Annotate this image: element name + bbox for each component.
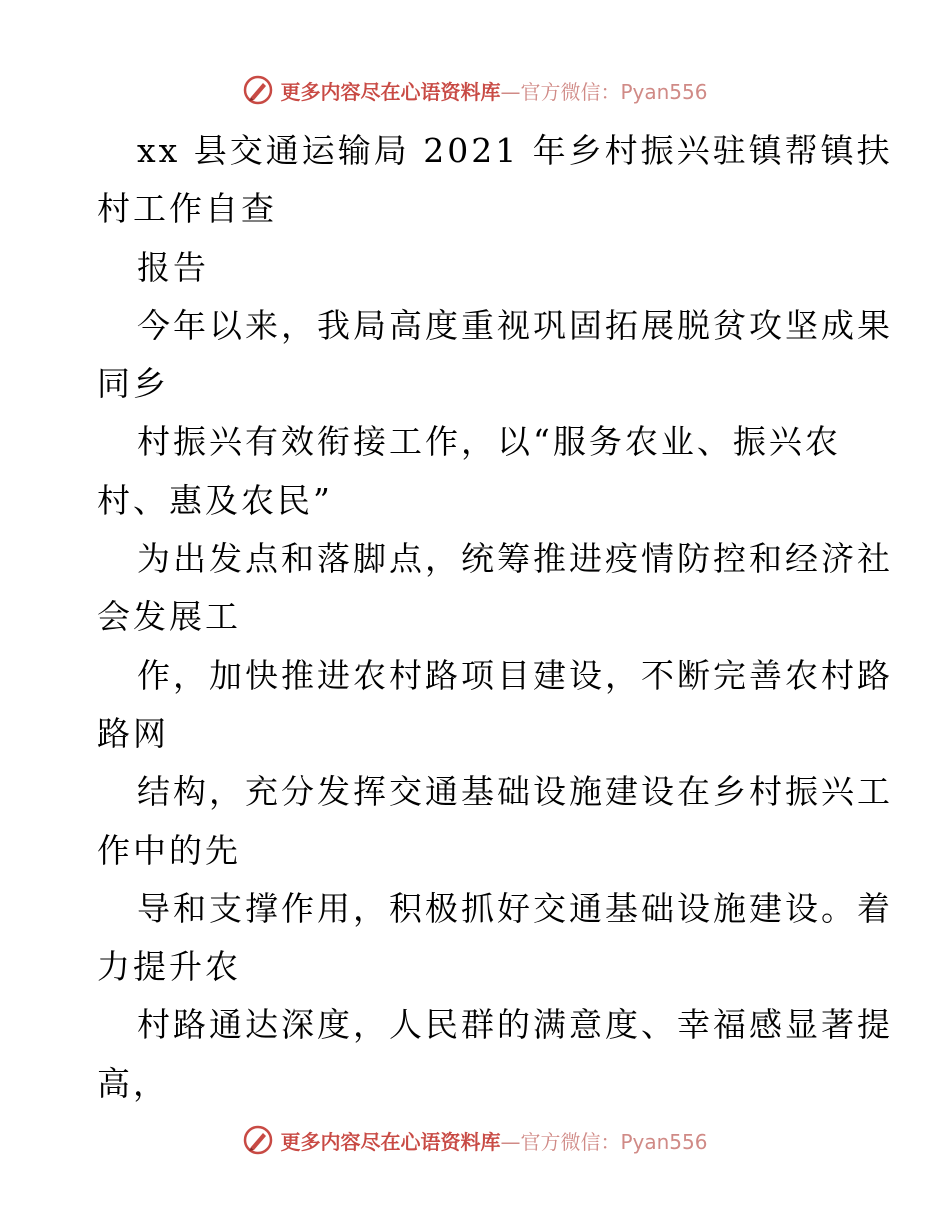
text-line: 为出发点和落脚点，统筹推进疫情防控和经济社 bbox=[137, 539, 893, 579]
watermark-text: 更多内容尽在心语资料库—官方微信：Pyan556 bbox=[280, 79, 708, 104]
footer-watermark bbox=[0, 1120, 950, 1160]
text-line: 村、惠及农民” bbox=[97, 480, 333, 520]
pen-logo-icon bbox=[242, 74, 274, 106]
text-line: 同乡 bbox=[97, 364, 169, 404]
document-body bbox=[97, 122, 893, 1113]
watermark-text: 更多内容尽在心语资料库—官方微信：Pyan556 bbox=[280, 1129, 708, 1154]
text-line: 报告 bbox=[137, 247, 209, 287]
text-line: 会发展工 bbox=[97, 597, 241, 637]
text-line: 作中的先 bbox=[97, 830, 241, 870]
text-line: 今年以来，我局高度重视巩固拓展脱贫攻坚成果 bbox=[137, 305, 893, 345]
text-line: 力提升农 bbox=[97, 947, 241, 987]
text-line: 村工作自查 bbox=[97, 189, 277, 229]
text-line: 作，加快推进农村路项目建设，不断完善农村路 bbox=[137, 655, 893, 695]
text-line: 结构，充分发挥交通基础设施建设在乡村振兴工 bbox=[137, 772, 893, 812]
text-line: 村振兴有效衔接工作，以“服务农业、振兴农 bbox=[137, 422, 841, 462]
text-line: 路网 bbox=[97, 713, 169, 753]
header-watermark bbox=[0, 70, 950, 110]
text-line: 导和支撑作用，积极抓好交通基础设施建设。着 bbox=[137, 888, 893, 928]
text-line: 高， bbox=[97, 1063, 169, 1103]
pen-logo-icon bbox=[242, 1124, 274, 1156]
text-line: 村路通达深度，人民群的满意度、幸福感显著提 bbox=[137, 1005, 893, 1045]
text-line: xx 县交通运输局 2021 年乡村振兴驻镇帮镇扶 bbox=[137, 131, 893, 170]
